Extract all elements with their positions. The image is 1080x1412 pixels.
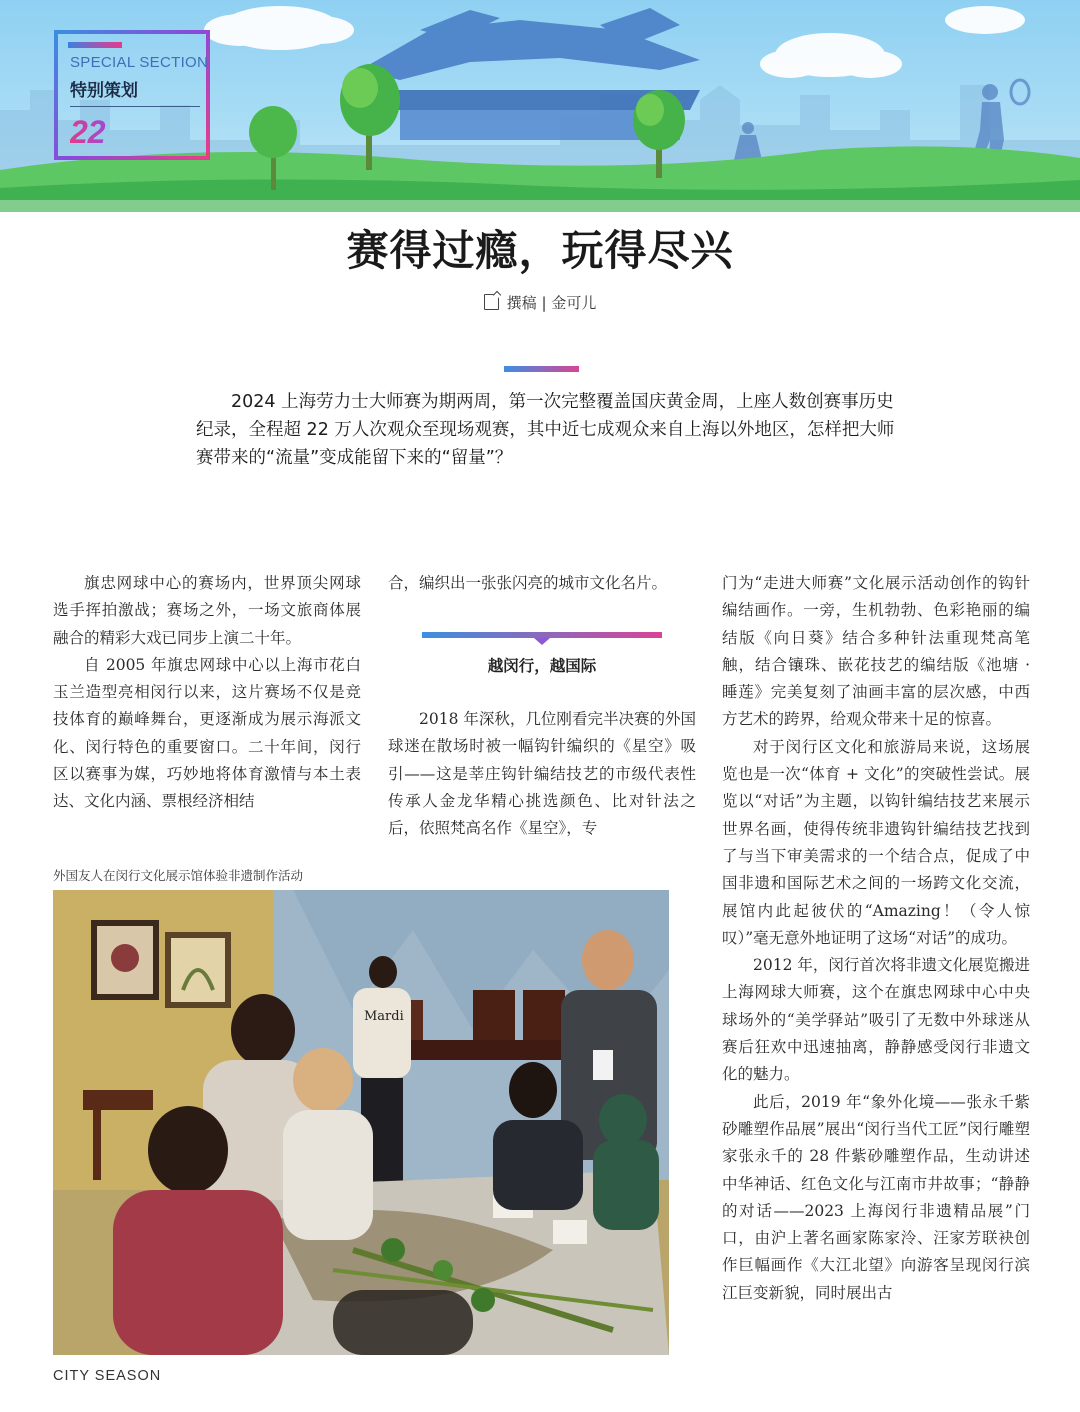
- body-paragraph: 2018 年深秋，几位刚看完半决赛的外国球迷在散场时被一幅钩针编织的《星空》吸引——这是莘庄钩针编结技艺的市级代表性传承人金龙华精心挑选颜色、比对针法之后，依照梵高名作《星空》，专: [388, 710, 696, 838]
- body-column-2: [388, 570, 696, 597]
- photo-caption: 外国友人在闵行文化展示馆体验非遗制作活动: [53, 868, 304, 883]
- article-photo: [53, 890, 669, 1355]
- lead-accent-bar: [504, 366, 579, 372]
- section-accent-bar: [68, 42, 122, 48]
- magazine-name: CITY SEASON: [53, 1368, 162, 1384]
- photo-illustration: [53, 890, 669, 1355]
- page-number: 22: [70, 114, 106, 150]
- byline-author: 金可儿: [551, 294, 597, 312]
- subhead-title: 越闵行，越国际: [487, 657, 597, 675]
- body-paragraph: 对于闵行区文化和旅游局来说，这场展览也是一次“体育 + 文化”的突破性尝试。展览以“对话”为主题，以钩针编结技艺来展示世界名画，使得传统非遗钩针编结技艺找到了与当下审美需求的一个结合点，促成了中国非遗和国际艺术之间的一场跨文化交流，展馆内此起彼伏的“Amazing！（令人惊叹）”毫无意外地证明了这场“对话”的成功。: [722, 737, 1030, 947]
- byline: [0, 292, 1080, 313]
- subhead-notch: [534, 638, 550, 645]
- header-banner: [0, 0, 1080, 212]
- body-column-1: [53, 570, 361, 816]
- body-paragraph: 此后，2019 年“象外化境——张永千紫砂雕塑作品展”展出“闵行当代工匠”闵行雕塑家张永千的 28 件紫砂雕塑作品，生动讲述中华神话、红色文化与江南市井故事；“静静的对话——2023 上海闵行非遗精品展”门口，由沪上著名画家陈家泠、汪家芳联袂创作巨幅画作《大江北望》向游客呈现闵行滨江巨变新貌，同时展出古: [722, 1092, 1030, 1302]
- subhead-block: [422, 632, 662, 675]
- body-paragraph: 自 2005 年旗忠网球中心以上海市花白玉兰造型亮相闵行以来，这片赛场不仅是竞技体育的巅峰舞台，更逐渐成为展示海派文化、闵行特色的重要窗口。二十年间，闵行区以赛事为媒，巧妙地将体育激情与本土表达、文化内涵、票根经济相结: [53, 655, 361, 811]
- body-paragraph: 旗忠网球中心的赛场内，世界顶尖网球选手挥拍激战；赛场之外，一场文旅商体展融合的精彩大戏已同步上演二十年。: [53, 574, 361, 647]
- body-paragraph: 2012 年，闵行首次将非遗文化展览搬进上海网球大师赛，这个在旗忠网球中心中央球场外的“美学驿站”吸引了无数中外球迷从赛后狂欢中迅速抽离，静静感受闵行非遗文化的魅力。: [722, 956, 1030, 1084]
- byline-label: 撰稿: [506, 294, 537, 312]
- body-paragraph-continued: 合，编织出一张张闪亮的城市文化名片。: [388, 574, 668, 592]
- body-paragraph-continued: 门为“走进大师赛”文化展示活动创作的钩针编结画作。一旁，生机勃勃、色彩艳丽的编结版《向日葵》结合多种针法重现梵高笔触，结合镶珠、嵌花技艺的编结版《池塘 · 睡莲》完美复刻了油画丰富的层次感，中西方艺术的跨界，给观众带来十足的惊喜。: [722, 574, 1030, 729]
- edit-icon: [484, 294, 499, 310]
- body-column-3: [722, 570, 1030, 1307]
- body-column-2-lower: [388, 706, 696, 842]
- special-section-box: [54, 30, 210, 160]
- section-label-cn: 特别策划: [70, 81, 138, 101]
- byline-separator: |: [541, 294, 547, 312]
- lead-paragraph: [196, 388, 896, 472]
- lead-text: 2024 上海劳力士大师赛为期两周，第一次完整覆盖国庆黄金周，上座人数创赛事历史纪录，全程超 22 万人次观众至现场观赛，其中近七成观众来自上海以外地区，怎样把大师赛带来的“流量”变成能留下来的“留量”？: [196, 392, 895, 468]
- section-divider: [70, 106, 200, 107]
- section-label-en: SPECIAL SECTION: [70, 54, 209, 71]
- shirt-print: Mardi: [364, 1009, 404, 1024]
- article-title: 赛得过瘾，玩得尽兴: [346, 226, 734, 275]
